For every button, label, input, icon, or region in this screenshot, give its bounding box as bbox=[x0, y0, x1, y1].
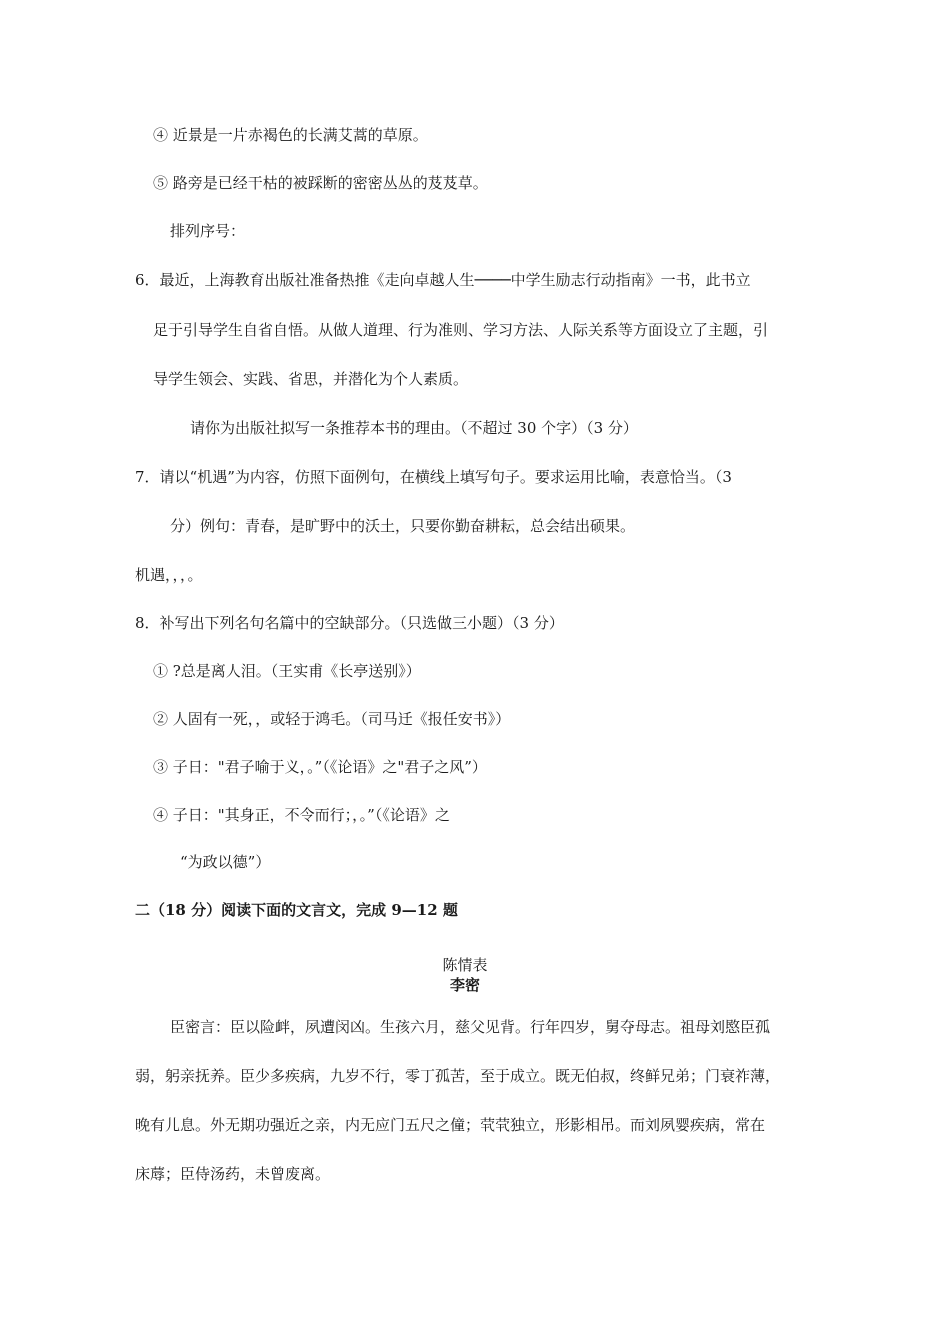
q6-line-4: 请你为出版社拟写一条推荐本书的理由。（不超过 30 个字）（3 分） bbox=[190, 419, 638, 437]
passage-line-4: 床蓐；臣侍汤药，未曾废离。 bbox=[135, 1165, 331, 1183]
q8-item-3: ③ 子日："君子喻于义，。”（《论语》之"君子之风”） bbox=[153, 758, 487, 776]
q8-item-4-continued: “为政以德”） bbox=[180, 853, 271, 871]
passage-line-3: 晚有儿息。外无期功强近之亲，内无应门五尺之僮；茕茕独立，形影相吊。而刘夙婴疾病，常在 bbox=[135, 1116, 766, 1134]
q5-option-4: ④ 近景是一片赤褐色的长满艾蒿的草原。 bbox=[153, 126, 428, 144]
q7-line-2: 分）例句：青春，是旷野中的沃土，只要你勤奋耕耘，总会结出硕果。 bbox=[170, 517, 636, 535]
q8-line-1: 8．补写出下列名句名篇中的空缺部分。（只选做三小题）（3 分） bbox=[135, 614, 564, 632]
q6-line-1: 6．最近，上海教育出版社准备热推《走向卓越人生────中学生励志行动指南》一书，此书立 bbox=[135, 271, 751, 289]
q8-item-1: ① ?总是离人泪。（王实甫《长亭送别》） bbox=[153, 662, 421, 680]
q7-line-3: 机遇，，，。 bbox=[135, 566, 203, 584]
section-2-heading: 二（18 分）阅读下面的文言文，完成 9—12 题 bbox=[135, 901, 458, 919]
q7-line-1: 7．请以“机遇”为内容，仿照下面例句，在横线上填写句子。要求运用比喻，表意恰当。（3 bbox=[135, 468, 732, 486]
passage-title: 陈情表 bbox=[442, 956, 488, 974]
q6-line-3: 导学生领会、实践、省思，并潜化为个人素质。 bbox=[153, 370, 469, 388]
passage-author: 李密 bbox=[449, 976, 480, 994]
passage-line-2: 弱，躬亲抚养。臣少多疾病，九岁不行，零丁孤苦，至于成立。既无伯叔，终鲜兄弟；门衰祚薄， bbox=[135, 1067, 781, 1085]
q8-item-2: ② 人固有一死，，或轻于鸿毛。（司马迁《报任安书》） bbox=[153, 710, 511, 728]
q5-order-label: 排列序号： bbox=[170, 222, 246, 240]
q5-option-5: ⑤ 路旁是已经干枯的被踩断的密密丛丛的芨芨草。 bbox=[153, 174, 488, 192]
passage-line-1: 臣密言：臣以险衅，夙遭闵凶。生孩六月，慈父见背。行年四岁，舅夺母志。祖母刘愍臣孤 bbox=[170, 1018, 771, 1036]
q6-line-2: 足于引导学生自省自悟。从做人道理、行为准则、学习方法、人际关系等方面设立了主题，引 bbox=[153, 321, 769, 339]
q8-item-4: ④ 子日："其身正，不令而行；，。”（《论语》之 bbox=[153, 806, 450, 824]
